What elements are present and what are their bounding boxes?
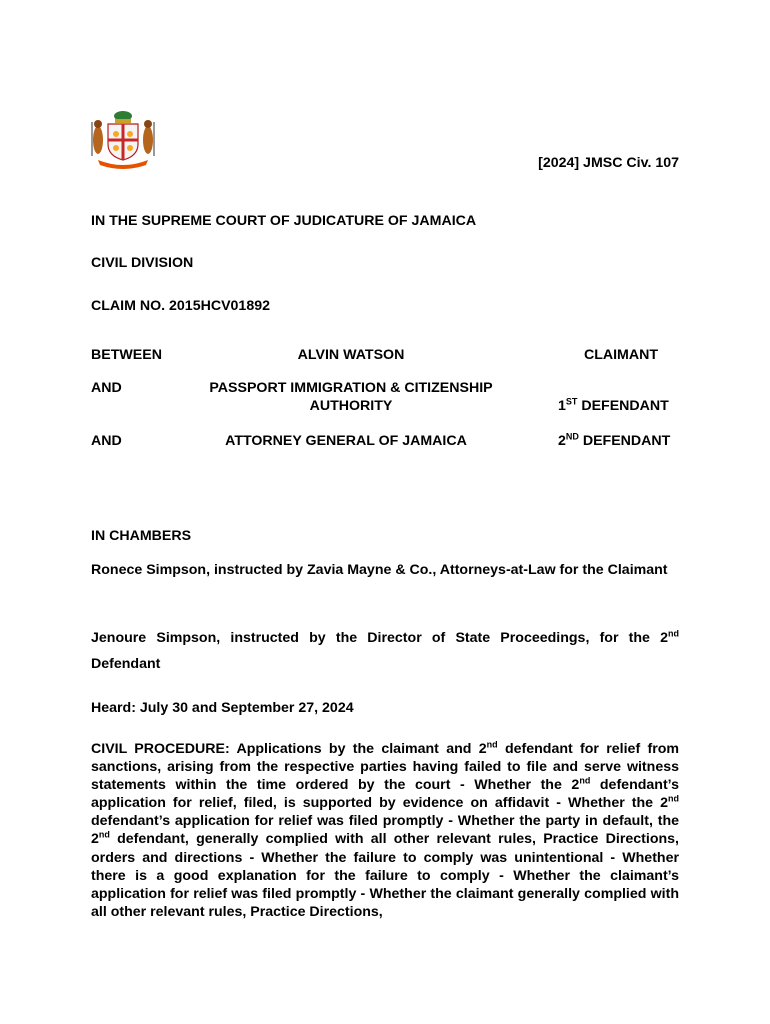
party-connector-and-2: AND xyxy=(91,433,122,449)
first-defendant-name-line2: AUTHORITY xyxy=(309,398,393,414)
claim-number: CLAIM NO. 2015HCV01892 xyxy=(91,298,270,314)
in-chambers-heading: IN CHAMBERS xyxy=(91,528,192,544)
counsel-claimant: Ronece Simpson, instructed by Zavia Mayne & Co., Attorneys-at-Law for the Claimant xyxy=(91,562,668,578)
first-defendant-name-line1: PASSPORT IMMIGRATION & CITIZENSHIP xyxy=(209,380,493,396)
first-defendant-role: 1ST DEFENDANT xyxy=(558,396,669,414)
second-defendant-name: ATTORNEY GENERAL OF JAMAICA xyxy=(225,433,467,449)
jamaica-coat-of-arms-icon xyxy=(88,110,158,170)
counsel-second-defendant: Jenoure Simpson, instructed by the Director of State Proceedings, for the 2nd Defendant xyxy=(91,628,679,672)
claimant-role: CLAIMANT xyxy=(583,347,659,363)
catchwords-paragraph: CIVIL PROCEDURE: Applications by the claimant and 2nd defendant for relief from sanctions, arising from the respective parties having failed to file and serve witness statements within the time ordered by the court - Whether the 2nd defendant’s application for relief, filed, is supported by evidence on affidavit - Whether the 2nd defendant’s application for relief was filed promptly - Whether the party in default, the 2nd defendant, generally complied with all other relevant rules, Practice Directions, orders and directions - Whether the failure to comply was unintentional - Whether there is a good explanation for the failure to comply - Whether the claimant’s application for relief was filed promptly - Whether the claimant generally complied with all other relevant rules, Practice Directions, xyxy=(91,739,679,920)
hearing-dates: Heard: July 30 and September 27, 2024 xyxy=(91,700,354,716)
division-heading: CIVIL DIVISION xyxy=(91,255,194,271)
party-connector-between: BETWEEN xyxy=(91,347,162,363)
party-connector-and-1: AND xyxy=(91,380,122,396)
claimant-name: ALVIN WATSON xyxy=(297,347,405,363)
second-defendant-role: 2ND DEFENDANT xyxy=(558,431,671,449)
neutral-citation: [2024] JMSC Civ. 107 xyxy=(538,155,679,171)
court-heading: IN THE SUPREME COURT OF JUDICATURE OF JAMAICA xyxy=(91,213,477,229)
